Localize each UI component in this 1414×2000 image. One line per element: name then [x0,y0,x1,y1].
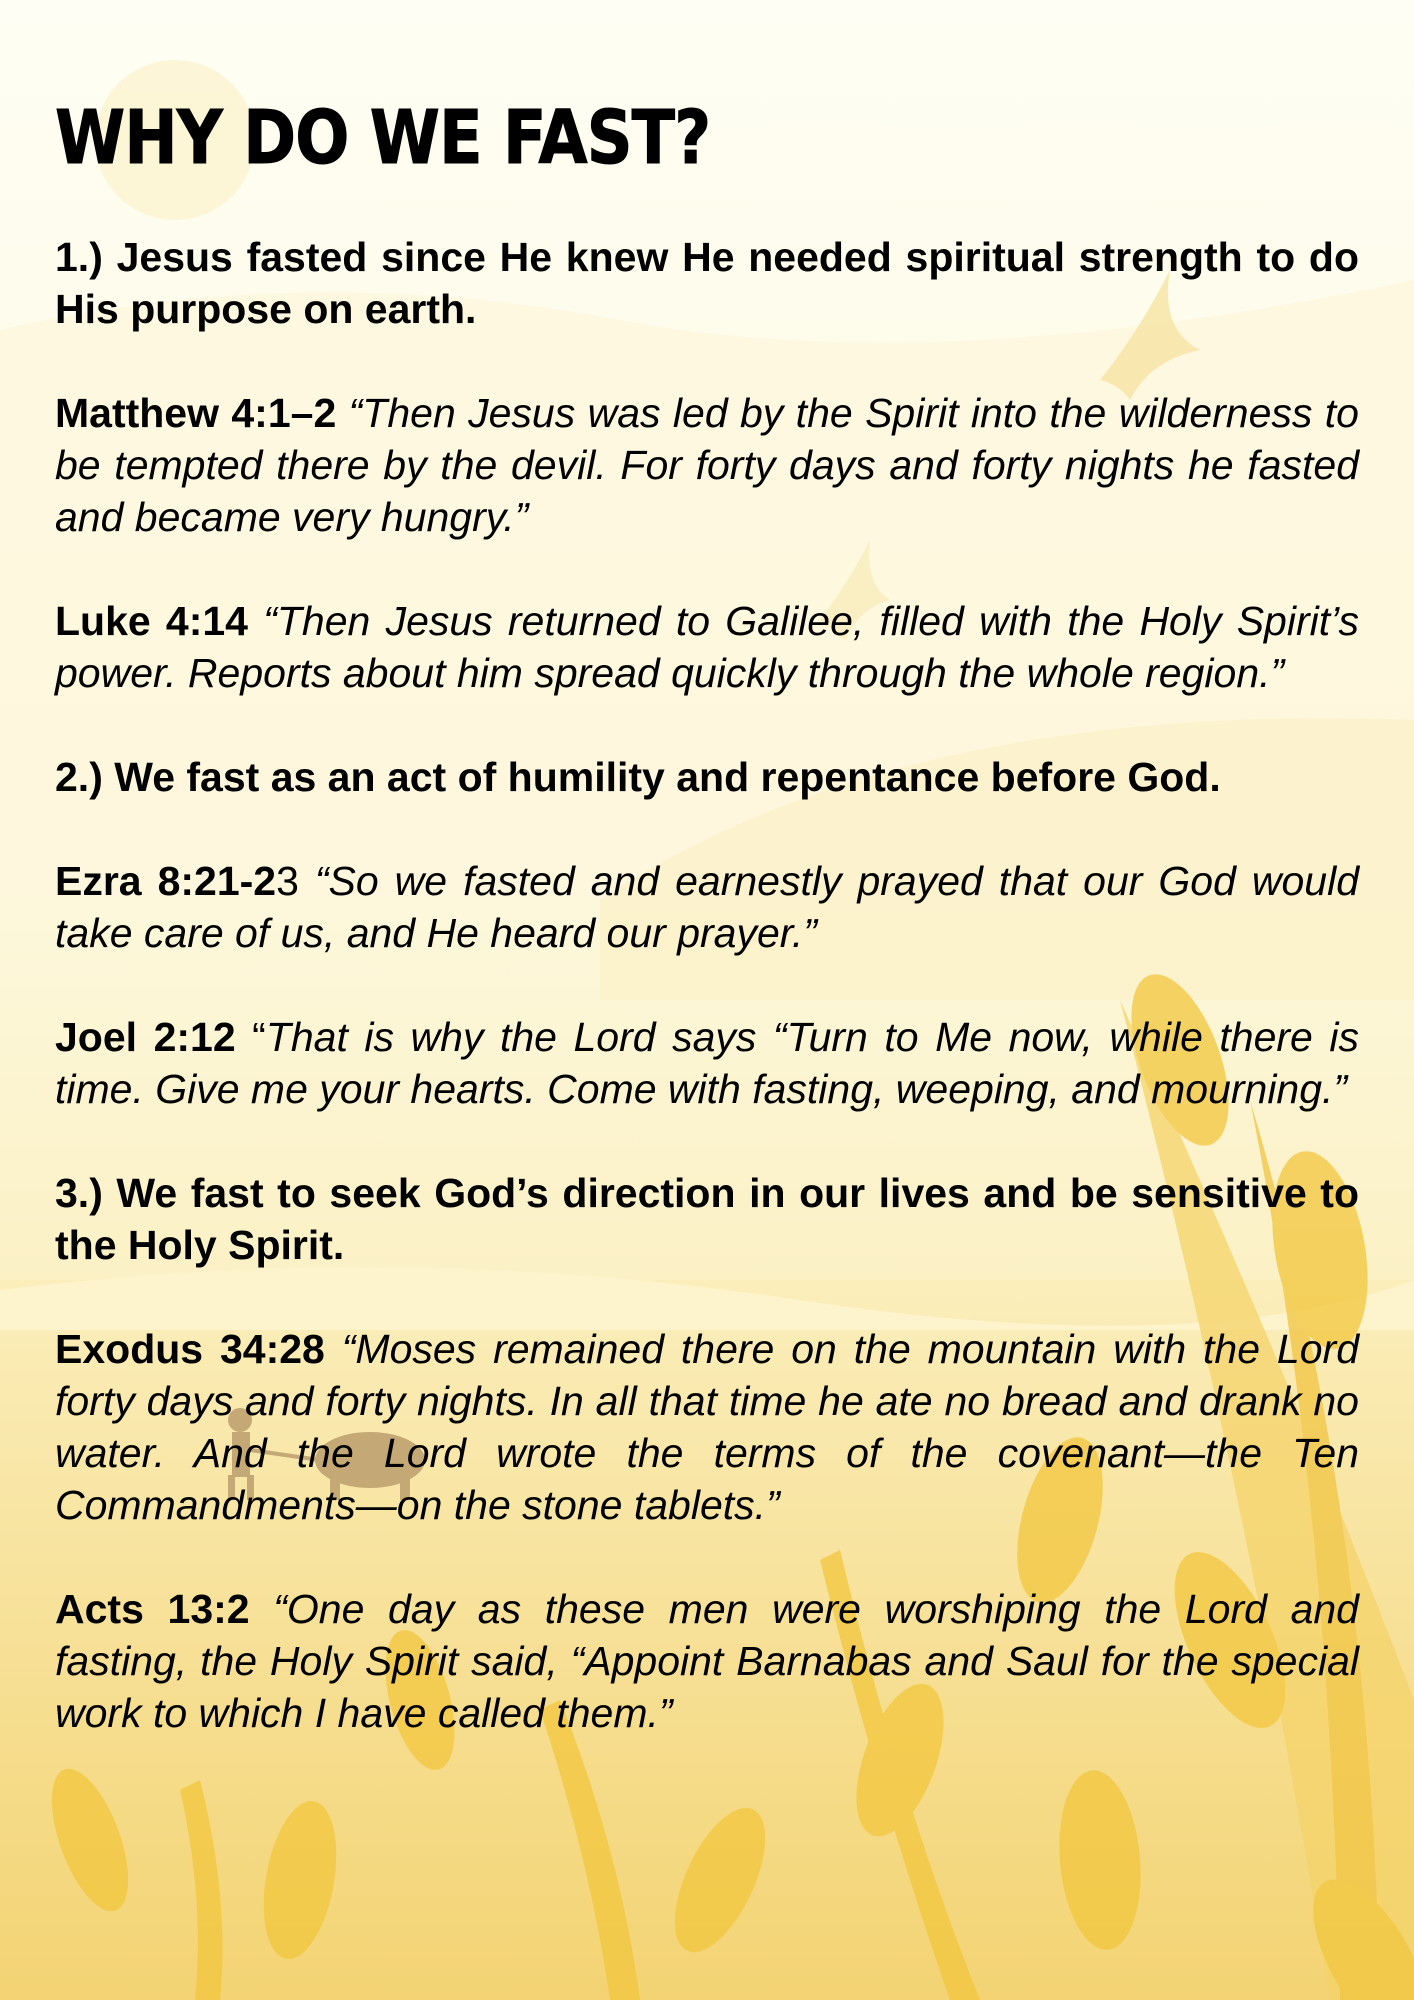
verse-exodus [55,1323,1359,1531]
verse-open-quote: “ [252,1014,266,1060]
verse-text: “So we fasted and earnestly prayed that our God would take care of us, and He heard our prayer.” [55,858,1359,956]
verse-acts [55,1583,1359,1739]
section-1-heading: 1.) Jesus fasted since He knew He needed spiritual strength to do His purpose on earth. [55,234,1359,332]
page-title: WHY DO WE FAST? [55,95,711,181]
verse-text: That is why the Lord says “Turn to Me now, while there is time. Give me your hearts. Come with fasting, weeping, and mourning.” [55,1014,1359,1112]
verse-text: “Then Jesus was led by the Spirit into the wilderness to be tempted there by the devil. For forty days and forty nights he fasted and became very hungry.” [55,390,1359,540]
verse-ezra [55,855,1359,959]
verse-reference: Ezra 8:21-2 [55,858,277,904]
verse-text: “Moses remained there on the mountain with the Lord forty days and forty nights. In all that time he ate no bread and drank no water. And the Lord wrote the terms of the covenant—the Ten Commandments—on the stone tablets.” [55,1326,1359,1528]
verse-joel [55,1011,1359,1115]
verse-reference: Luke 4:14 [55,598,248,644]
verse-text: “Then Jesus returned to Galilee, filled with the Holy Spirit’s power. Reports about him spread quickly through the whole region.” [55,598,1359,696]
verse-reference: Acts 13:2 [55,1586,250,1632]
verse-reference: Matthew 4:1–2 [55,390,337,436]
verse-reference: Joel 2:12 [55,1014,236,1060]
verse-matthew [55,387,1359,543]
verse-text: “One day as these men were worshiping the Lord and fasting, the Holy Spirit said, “Appoint Barnabas and Saul for the special work to which I have called them.” [55,1586,1359,1736]
section-2-heading: 2.) We fast as an act of humility and repentance before God. [55,754,1221,800]
section-3-heading: 3.) We fast to seek God’s direction in our lives and be sensitive to the Holy Spirit. [55,1170,1359,1268]
page-content [55,95,1359,1791]
verse-reference: Exodus 34:28 [55,1326,325,1372]
verse-reference-tail: 3 [276,858,299,904]
verse-luke [55,595,1359,699]
